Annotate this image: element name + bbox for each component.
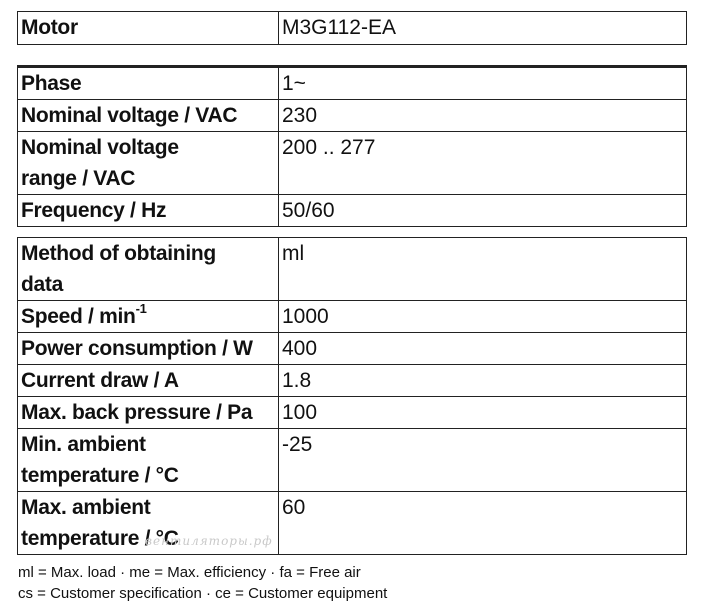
power-label: Power consumption / W xyxy=(18,333,279,365)
table-row xyxy=(18,195,687,227)
motor-label: Motor xyxy=(18,12,279,45)
speed-label xyxy=(18,301,279,333)
frequency-label: Frequency / Hz xyxy=(18,195,279,227)
power-value: 400 xyxy=(279,333,687,365)
voltage-range-label-line2: range / VAC xyxy=(21,167,136,190)
table-row xyxy=(18,333,687,365)
performance-table xyxy=(17,237,687,555)
voltage-range-label-line1: Nominal voltage xyxy=(21,136,179,159)
footnote-line-2: cs = Customer specification · ce = Customer equipment xyxy=(18,585,388,602)
current-value: 1.8 xyxy=(279,365,687,397)
max-temp-label-line2: temperature / °C xyxy=(21,527,179,550)
speed-value: 1000 xyxy=(279,301,687,333)
table-row xyxy=(18,429,687,492)
speed-label-text: Speed / min xyxy=(21,305,136,328)
voltage-range-label xyxy=(18,132,279,195)
method-value: ml xyxy=(279,238,687,301)
method-label xyxy=(18,238,279,301)
table-row xyxy=(18,365,687,397)
table-row xyxy=(18,397,687,429)
motor-value: M3G112-EA xyxy=(279,12,687,45)
table-row xyxy=(18,301,687,333)
motor-table xyxy=(17,11,687,45)
frequency-value: 50/60 xyxy=(279,195,687,227)
phase-value: 1~ xyxy=(279,67,687,100)
nominal-voltage-label: Nominal voltage / VAC xyxy=(18,100,279,132)
method-label-line1: Method of obtaining xyxy=(21,242,216,265)
electrical-table xyxy=(17,65,687,227)
phase-label: Phase xyxy=(18,67,279,100)
table-row xyxy=(18,132,687,195)
min-temp-value: -25 xyxy=(279,429,687,492)
nominal-voltage-value: 230 xyxy=(279,100,687,132)
table-row xyxy=(18,67,687,100)
watermark: вентиляторы.рф xyxy=(145,534,273,548)
voltage-range-value: 200 .. 277 xyxy=(279,132,687,195)
min-temp-label-line2: temperature / °C xyxy=(21,464,179,487)
table-row xyxy=(18,492,687,555)
min-temp-label-line1: Min. ambient xyxy=(21,433,146,456)
pressure-label: Max. back pressure / Pa xyxy=(18,397,279,429)
method-label-line2: data xyxy=(21,273,63,296)
footnote-line-1: ml = Max. load · me = Max. efficiency · fa = Free air xyxy=(18,564,361,581)
max-temp-value: 60 xyxy=(279,492,687,555)
pressure-value: 100 xyxy=(279,397,687,429)
table-row xyxy=(18,100,687,132)
speed-label-sup: -1 xyxy=(135,301,147,316)
table-row xyxy=(18,12,687,45)
table-row xyxy=(18,238,687,301)
current-label: Current draw / A xyxy=(18,365,279,397)
min-temp-label xyxy=(18,429,279,492)
max-temp-label-line1: Max. ambient xyxy=(21,496,151,519)
